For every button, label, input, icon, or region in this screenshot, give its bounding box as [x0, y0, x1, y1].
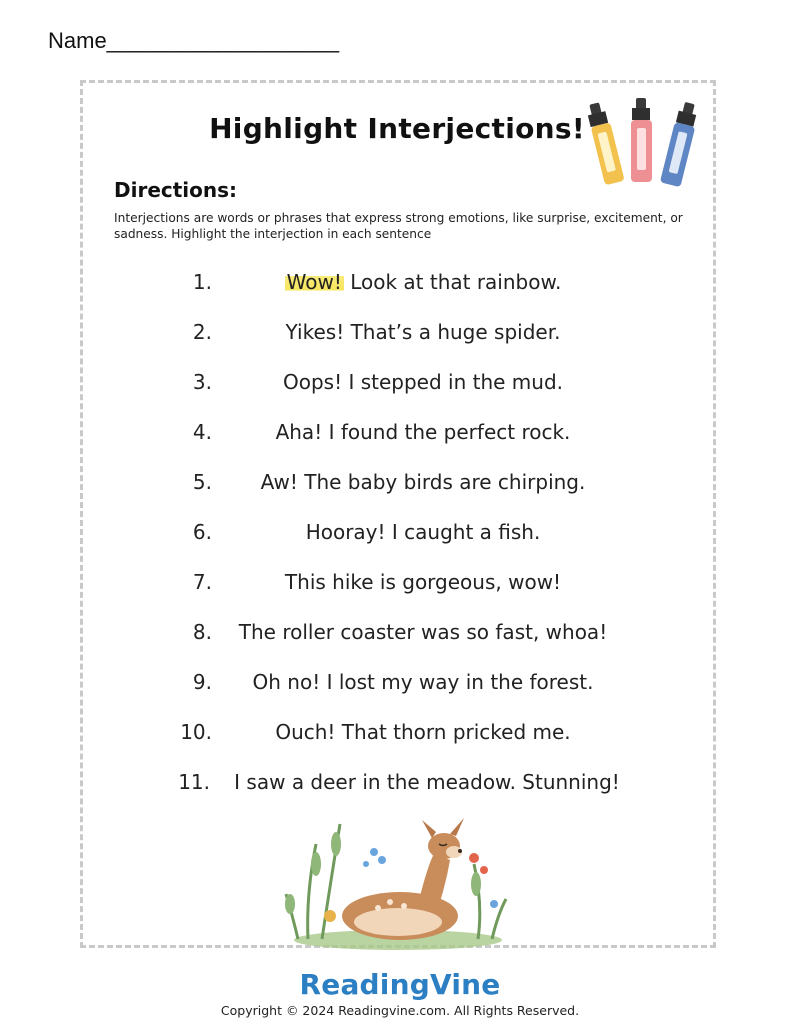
- sentence-number: 2.: [192, 320, 212, 344]
- sentence-text: The roller coaster was so fast, whoa!: [238, 620, 608, 644]
- brand-logo: ReadingVine: [299, 968, 501, 1001]
- deer-illustration: [278, 804, 518, 952]
- sentence-item: [0, 570, 800, 600]
- sentence-text: Yikes! That’s a huge spider.: [285, 320, 561, 344]
- sentence-item: [0, 270, 800, 300]
- yellow-marker-icon: [588, 101, 625, 185]
- sentence-item: [0, 520, 800, 550]
- blue-marker-icon: [660, 101, 700, 188]
- sentence-item: [0, 420, 800, 450]
- sentence-item: [0, 470, 800, 500]
- sentence-number: 7.: [192, 570, 212, 594]
- sentence-number: 5.: [192, 470, 212, 494]
- sentence-number: 6.: [192, 520, 212, 544]
- pink-marker-icon: [631, 98, 652, 182]
- sentence-item: [0, 370, 800, 400]
- name-line: Name___________________: [48, 28, 340, 53]
- sentence-number: 4.: [192, 420, 212, 444]
- sentence-text: Oops! I stepped in the mud.: [282, 370, 564, 394]
- sentence-item: [0, 620, 800, 650]
- sentence-number: 11.: [178, 770, 210, 794]
- sentence-number: 3.: [192, 370, 212, 394]
- sentence-number: 1.: [192, 270, 212, 294]
- sentence-item: [0, 670, 800, 700]
- sentence-item: [0, 320, 800, 350]
- sentence-item: [0, 720, 800, 750]
- highlighted-interjection: Wow!: [286, 270, 342, 294]
- sentence-text: Oh no! I lost my way in the forest.: [252, 670, 594, 694]
- sentence-item: [0, 770, 800, 800]
- sentence-number: 9.: [192, 670, 212, 694]
- sentence-number: 8.: [192, 620, 212, 644]
- sentence-text: This hike is gorgeous, wow!: [284, 570, 562, 594]
- deer-icon: [342, 818, 464, 940]
- directions-text: Interjections are words or phrases that express strong emotions, like surprise, excitement, or sadness. Highlight the interjection in each sentence: [114, 211, 683, 241]
- sentence-text: Wow! Look at that rainbow.: [286, 270, 562, 294]
- copyright-text: Copyright © 2024 Readingvine.com. All Rights Reserved.: [220, 1003, 580, 1018]
- sentence-text: Aw! The baby birds are chirping.: [260, 470, 586, 494]
- sentence-text: Hooray! I caught a fish.: [305, 520, 541, 544]
- page-title: Highlight Interjections!: [209, 112, 585, 145]
- directions-heading: Directions:: [114, 178, 238, 202]
- sentence-text: Aha! I found the perfect rock.: [275, 420, 571, 444]
- sentence-text: I saw a deer in the meadow. Stunning!: [234, 770, 620, 794]
- markers-illustration: [588, 96, 700, 196]
- sentence-text: Ouch! That thorn pricked me.: [275, 720, 571, 744]
- sentence-number: 10.: [180, 720, 212, 744]
